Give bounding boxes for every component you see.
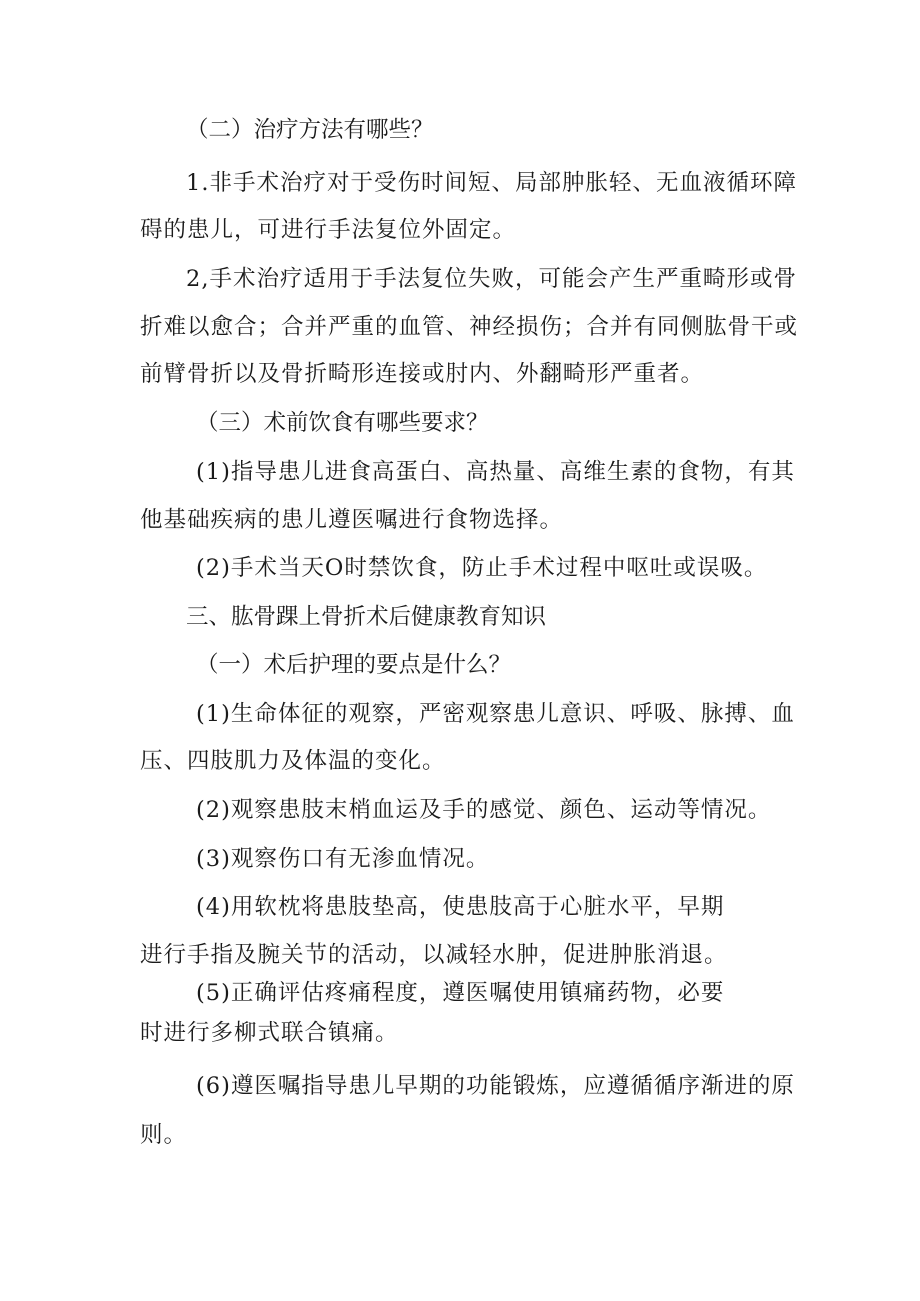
paragraph-line: (5)正确评估疼痛程度，遵医嘱使用镇痛药物，必要 — [196, 980, 725, 1006]
paragraph-line: 他基础疾病的患儿遵医嘱进行食物选择。 — [140, 507, 564, 533]
paragraph-line: 时进行多柳式联合镇痛。 — [140, 1020, 399, 1046]
paragraph-line: 折难以愈合；合并严重的血管、神经损伤；合并有同侧肱骨干或 — [140, 314, 799, 340]
section-heading-postop-education: 三、肱骨踝上骨折术后健康教育知识 — [186, 604, 547, 630]
paragraph-line: 碍的患儿，可进行手法复位外固定。 — [140, 217, 517, 243]
paragraph-line: (1)指导患儿进食高蛋白、高热量、高维生素的食物，有其 — [196, 459, 795, 485]
paragraph-line: (6)遵医嘱指导患儿早期的功能锻炼，应遵循循序渐进的原 — [196, 1073, 795, 1099]
paragraph-line: 则。 — [140, 1122, 188, 1148]
heading-treatment-methods: （二）治疗方法有哪些？ — [186, 117, 434, 143]
paragraph-line: (1)生命体征的观察，严密观察患儿意识、呼吸、脉搏、血 — [196, 701, 795, 727]
paragraph-line: (4)用软枕将患肢垫高，使患肢高于心脏水平，早期 — [196, 894, 725, 920]
paragraph-line: 前臂骨折以及骨折畸形连接或肘内、外翻畸形严重者。 — [140, 361, 705, 387]
heading-preop-diet: （三）术前饮食有哪些要求？ — [196, 410, 489, 436]
paragraph-line: 1.非手术治疗对于受伤时间短、局部肿胀轻、无血液循环障 — [186, 170, 797, 196]
paragraph-line: 2,手术治疗适用于手法复位失败，可能会产生严重畸形或骨 — [186, 266, 797, 292]
paragraph-line: 压、四肢肌力及体温的变化。 — [140, 748, 446, 774]
paragraph-line: 进行手指及腕关节的活动，以减轻水肿，促进肿胀消退。 — [140, 942, 728, 968]
heading-postop-care: （一）术后护理的要点是什么？ — [196, 652, 512, 678]
paragraph-line: (2)手术当天O时禁饮食，防止手术过程中呕吐或误吸。 — [196, 555, 768, 581]
paragraph-line: (2)观察患肢末梢血运及手的感觉、颜色、运动等情况。 — [196, 797, 772, 823]
paragraph-line: (3)观察伤口有无渗血情况。 — [196, 846, 490, 872]
